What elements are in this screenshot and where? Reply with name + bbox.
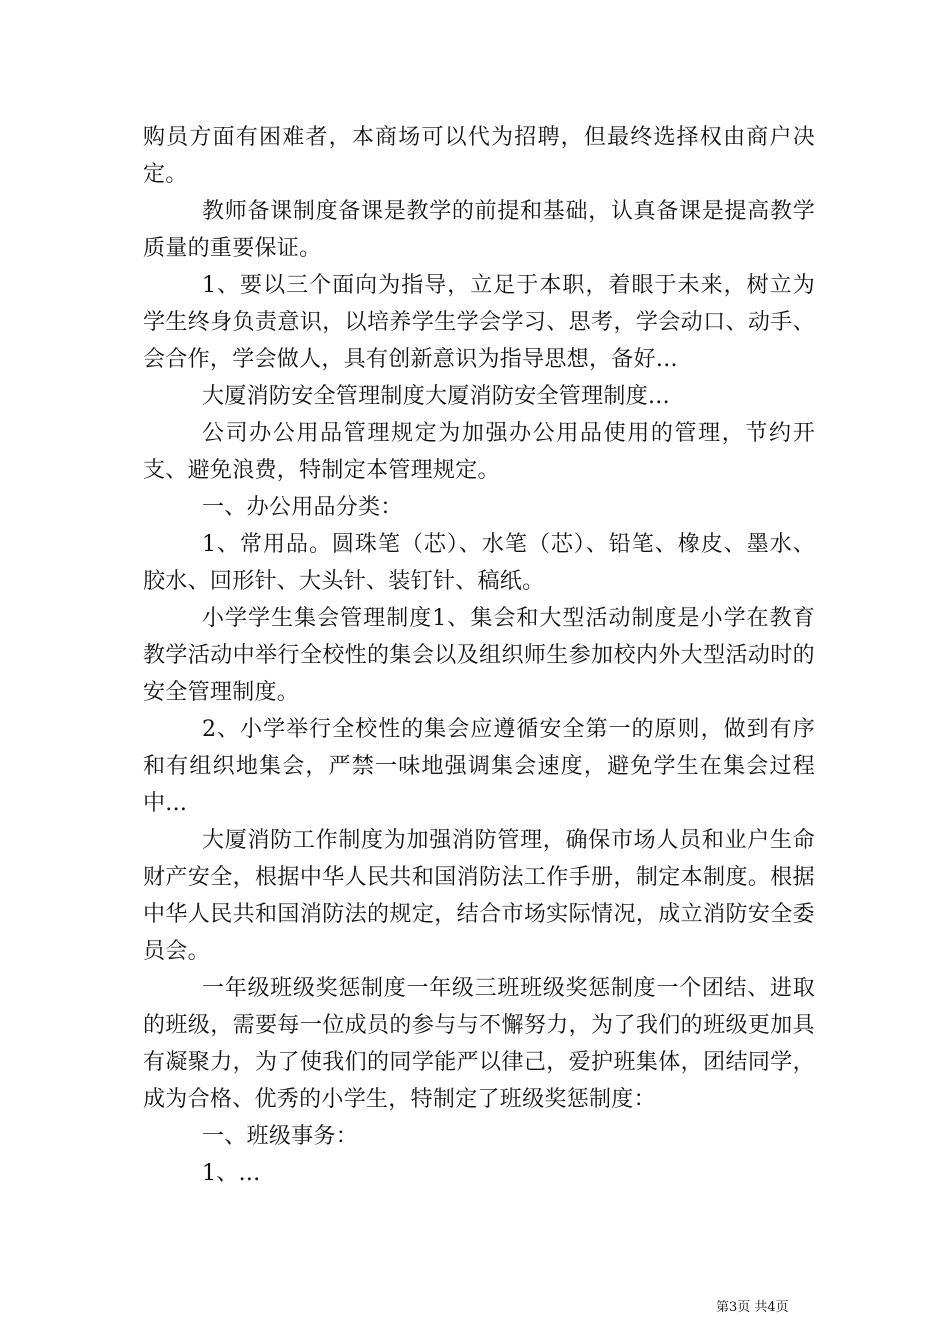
paragraph: 1、要以三个面向为指导，立足于本职，着眼于未来，树立为学生终身负责意识，以培养学生学会学习、思考，学会动口、动手、会合作，学会做人，具有创新意识为指导思想，备好... — [143, 273, 815, 372]
paragraph: 教师备课制度备课是教学的前提和基础，认真备课是提高教学质量的重要保证。 — [143, 199, 815, 261]
paragraph: 大厦消防安全管理制度大厦消防安全管理制度... — [202, 384, 670, 409]
paragraph: 一、办公用品分类： — [202, 495, 403, 520]
document-body — [143, 119, 815, 1192]
paragraph: 1、常用品。圆珠笔（芯）、水笔（芯）、铅笔、橡皮、墨水、胶水、回形针、大头针、装钉针、稿纸。 — [143, 532, 815, 594]
paragraph: 小学学生集会管理制度1、集会和大型活动制度是小学在教育教学活动中举行全校性的集会以及组织师生参加校内外大型活动时的安全管理制度。 — [143, 606, 815, 705]
page-number-footer: 第3页 共4页 — [716, 1300, 789, 1315]
paragraph: 购员方面有困难者，本商场可以代为招聘，但最终选择权由商户决定。 — [143, 125, 815, 187]
paragraph: 一年级班级奖惩制度一年级三班班级奖惩制度一个团结、进取的班级，需要每一位成员的参与与不懈努力，为了我们的班级更加具有凝聚力，为了使我们的同学能严以律己，爱护班集体，团结同学，成为合格、优秀的小学生，特制定了班级奖惩制度： — [143, 976, 815, 1112]
paragraph: 一、班级事务： — [202, 1124, 359, 1149]
paragraph: 公司办公用品管理规定为加强办公用品使用的管理，节约开支、避免浪费，特制定本管理规定。 — [143, 421, 815, 483]
paragraph: 1、... — [202, 1161, 261, 1186]
paragraph: 大厦消防工作制度为加强消防管理，确保市场人员和业户生命财产安全，根据中华人民共和国消防法工作手册，制定本制度。根据中华人民共和国消防法的规定，结合市场实际情况，成立消防安全委员会。 — [143, 828, 815, 964]
paragraph: 2、小学举行全校性的集会应遵循安全第一的原则，做到有序和有组织地集会，严禁一味地强调集会速度，避免学生在集会过程中... — [143, 717, 815, 816]
